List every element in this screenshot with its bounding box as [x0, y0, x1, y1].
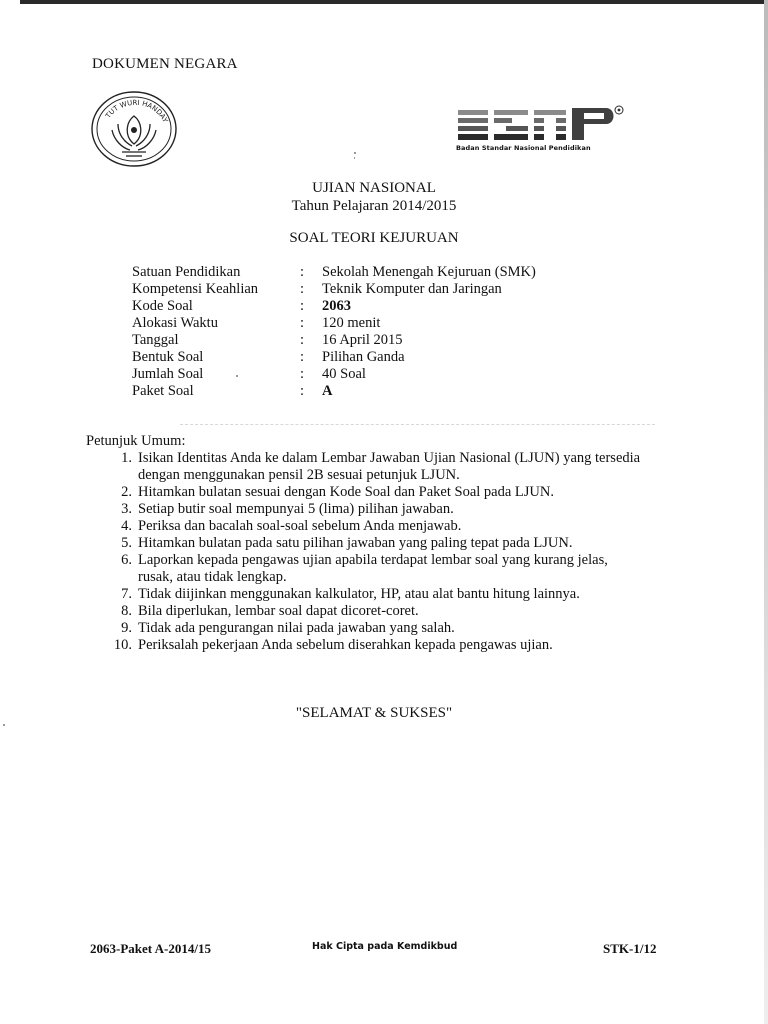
instruction-item	[86, 552, 646, 586]
info-separator: :	[300, 264, 305, 280]
instruction-item	[86, 586, 646, 603]
instruction-item	[86, 518, 646, 535]
info-value: Pilihan Ganda	[322, 349, 405, 365]
instruction-number: 7.	[121, 586, 132, 602]
footer-page-number: STK-1/12	[603, 941, 657, 956]
instruction-item	[86, 450, 646, 484]
instruction-number: 9.	[121, 620, 132, 636]
info-row	[132, 264, 536, 281]
instruction-text: Setiap butir soal mempunyai 5 (lima) pilihan jawaban.	[138, 501, 454, 517]
info-separator: :	[300, 298, 305, 314]
instruction-text: Periksalah pekerjaan Anda sebelum diserahkan kepada pengawas ujian.	[138, 637, 553, 653]
info-row	[132, 315, 536, 332]
instruction-item	[86, 603, 646, 620]
closing-greeting: "SELAMAT & SUKSES"	[295, 705, 453, 721]
scan-speck	[236, 375, 238, 377]
info-row	[132, 298, 536, 315]
instruction-item	[86, 637, 646, 654]
info-row	[132, 349, 536, 366]
info-value: Teknik Komputer dan Jaringan	[322, 281, 502, 297]
emblem-motto: TUT WURI HANDAY	[104, 98, 169, 124]
info-value: Sekolah Menengah Kejuruan (SMK)	[322, 264, 536, 280]
info-value: 2063	[322, 298, 351, 314]
instructions-list	[86, 450, 646, 654]
instruction-text: Periksa dan bacalah soal-soal sebelum Anda menjawab.	[138, 518, 462, 534]
scan-edge-right	[764, 0, 768, 1024]
info-label: Paket Soal	[132, 383, 194, 399]
info-label: Jumlah Soal	[132, 366, 204, 382]
instruction-item	[86, 501, 646, 518]
info-row	[132, 383, 536, 400]
instruction-number: 4.	[121, 518, 132, 534]
footer-code: 2063-Paket A-2014/15	[90, 941, 211, 956]
instruction-number: 1.	[121, 450, 132, 466]
instruction-number: 3.	[121, 501, 132, 517]
scan-speck	[354, 157, 355, 159]
instruction-item	[86, 535, 646, 552]
info-label: Bentuk Soal	[132, 349, 204, 365]
info-separator: :	[300, 281, 305, 297]
scan-speck	[354, 152, 356, 154]
instruction-number: 2.	[121, 484, 132, 500]
info-row	[132, 281, 536, 298]
bsnp-caption: Badan Standar Nasional Pendidikan	[456, 144, 591, 152]
exam-info-table	[132, 264, 536, 400]
instruction-text: Tidak diijinkan menggunakan kalkulator, HP, atau alat bantu hitung lainnya.	[138, 586, 580, 602]
tut-wuri-handayani-icon	[88, 88, 180, 170]
document-classification: DOKUMEN NEGARA	[92, 56, 238, 72]
instruction-text: Hitamkan bulatan sesuai dengan Kode Soal dan Paket Soal pada LJUN.	[138, 484, 554, 500]
general-instructions	[86, 433, 646, 654]
info-row	[132, 366, 536, 383]
info-separator: :	[300, 315, 305, 331]
instruction-number: 8.	[121, 603, 132, 619]
scan-edge-top	[20, 0, 768, 4]
instruction-text: Laporkan kepada pengawas ujian apabila terdapat lembar soal yang kurang jelas, rusak, atau tidak lengkap.	[138, 552, 608, 585]
bsnp-logo	[456, 104, 631, 158]
info-separator: :	[300, 366, 305, 382]
info-label: Satuan Pendidikan	[132, 264, 241, 280]
instruction-item	[86, 620, 646, 637]
instruction-text: Isikan Identitas Anda ke dalam Lembar Jawaban Ujian Nasional (LJUN) yang tersedia dengan menggunakan pensil 2B sesuai petunjuk LJUN.	[138, 450, 641, 483]
instruction-text: Hitamkan bulatan pada satu pilihan jawaban yang paling tepat pada LJUN.	[138, 535, 573, 551]
info-value: 120 menit	[322, 315, 381, 331]
academic-year: Tahun Pelajaran 2014/2015	[291, 198, 457, 214]
instruction-number: 5.	[121, 535, 132, 551]
divider	[180, 424, 655, 425]
info-label: Tanggal	[132, 332, 179, 348]
instructions-heading: Petunjuk Umum:	[86, 433, 186, 449]
instruction-number: 6.	[121, 552, 132, 568]
exam-title: UJIAN NASIONAL	[312, 180, 436, 196]
exam-subtitle: SOAL TEORI KEJURUAN	[289, 230, 459, 246]
info-row	[132, 332, 536, 349]
info-label: Kompetensi Keahlian	[132, 281, 259, 297]
info-value: 16 April 2015	[322, 332, 403, 348]
instruction-number: 10.	[113, 637, 132, 653]
info-value: A	[322, 383, 333, 399]
scan-speck	[3, 724, 5, 726]
instruction-text: Tidak ada pengurangan nilai pada jawaban yang salah.	[138, 620, 455, 636]
info-label: Alokasi Waktu	[132, 315, 218, 331]
info-value: 40 Soal	[322, 366, 366, 382]
instruction-text: Bila diperlukan, lembar soal dapat dicoret-coret.	[138, 603, 419, 619]
info-separator: :	[300, 332, 305, 348]
info-separator: :	[300, 383, 305, 399]
info-label: Kode Soal	[132, 298, 193, 314]
footer-copyright: Hak Cipta pada Kemdikbud	[312, 941, 458, 952]
info-separator: :	[300, 349, 305, 365]
instruction-item	[86, 484, 646, 501]
